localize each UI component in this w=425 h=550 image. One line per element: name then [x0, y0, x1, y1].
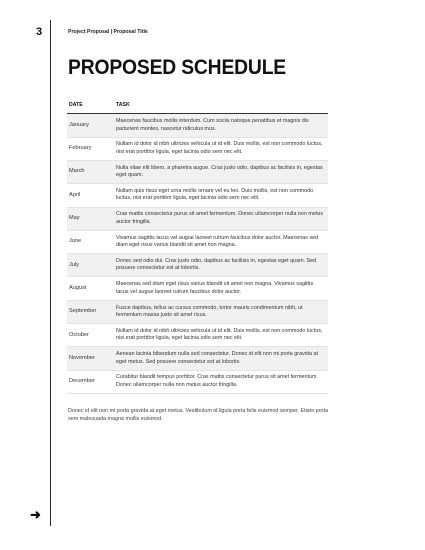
column-header-date: DATE: [67, 102, 114, 114]
table-row: [67, 347, 328, 370]
table-row: [67, 300, 328, 323]
running-header: Project Proposal | Proposal Title: [68, 29, 148, 35]
column-header-task: TASK: [114, 102, 328, 114]
table-row: [67, 254, 328, 277]
row-month: January: [67, 114, 114, 137]
row-task: Nullam quis risus eget urna mollis ornare vel eu leo. Duis mollis, est non commodo luctus, nisi erat porttitor ligula, eget lacinia odio sem nec elit.: [114, 184, 328, 207]
row-task: Curabitur blandit tempus porttitor. Cras mattis consectetur purus sit amet fermentum Donec ullamcorper nulla non metus auctor fringilla.: [114, 370, 328, 393]
row-task: Donec sed odio dui. Cras justo odio, dapibus ac facilisis in, egestas eget quam. Sed posuere consectetur est at lobortis.: [114, 254, 328, 277]
row-month: March: [67, 161, 114, 184]
table-header-row: [67, 102, 328, 114]
row-task: Vivamus sagittis lacus vel augue laoreet rutrum faucibus dolor auctor. Maecenas sed diam eget risus varius blandit sit amet non magna.: [114, 230, 328, 253]
row-month: November: [67, 347, 114, 370]
page-title: PROPOSED SCHEDULE: [68, 56, 287, 79]
row-task: Maecenas sed diam eget risus varius blandit sit amet non magna. Vivamus sagittis lacus vel augue laoreet rutrum faucibus dolor auctor.: [114, 277, 328, 300]
table-row: [67, 137, 328, 160]
row-task: Aenean lacinia bibendum nulla sed consectetur. Donec id elit non mi porta gravida at eget metus. Sed posuere consectetur est at lobortis.: [114, 347, 328, 370]
row-month: July: [67, 254, 114, 277]
table-row: [67, 277, 328, 300]
footer-note: Donec id elit non mi porta gravida at eget metus. Vestibulum id ligula porta felis euismod semper. Etiam porta sem malesuada magna mollis euismod.: [68, 408, 329, 422]
row-task: Fusce dapibus, tellus ac cursus commodo, tortor mauris condimentum nibh, ut fermentum massa justo sit amet risus.: [114, 300, 328, 323]
page-margin-rule: [50, 20, 51, 526]
row-task: Nulla vitae elit libero, a pharetra augue. Cras justo odio, dapibus ac facilisis in, egestas eget quam.: [114, 161, 328, 184]
table-row: [67, 207, 328, 230]
table-row: [67, 114, 328, 137]
row-month: April: [67, 184, 114, 207]
row-task: Nullam id dolor id nibh ultricies vehicula ut id elit. Duis mollis, est non commodo luctus, nisi erat porttitor ligula, eget lacinia odio sem nec elit.: [114, 324, 328, 347]
row-task: Nullam id dolor id nibh ultricies vehicula ut id elit. Duis mollis, est non commodo luctus, nisi erat porttitor ligula, eget lacinia odio sem nec elit.: [114, 137, 328, 160]
row-month: August: [67, 277, 114, 300]
row-month: September: [67, 300, 114, 323]
page-number: 3: [36, 26, 43, 38]
table-row: [67, 161, 328, 184]
row-month: June: [67, 230, 114, 253]
arrow-right-icon[interactable]: ➜: [30, 507, 41, 522]
table-row: [67, 230, 328, 253]
row-month: December: [67, 370, 114, 393]
table-row: [67, 184, 328, 207]
table-row: [67, 370, 328, 393]
row-month: February: [67, 137, 114, 160]
row-task: Maecenas faucibus mollis interdum. Cum sociis natoque penatibus et magnis dis parturient montes, nascetur ridiculus mus.: [114, 114, 328, 137]
schedule-table: [67, 102, 328, 394]
table-row: [67, 324, 328, 347]
row-task: Cras mattis consectetur purus sit amet fermentum. Donec ullamcorper nulla non metus auctor fringilla.: [114, 207, 328, 230]
row-month: October: [67, 324, 114, 347]
row-month: May: [67, 207, 114, 230]
